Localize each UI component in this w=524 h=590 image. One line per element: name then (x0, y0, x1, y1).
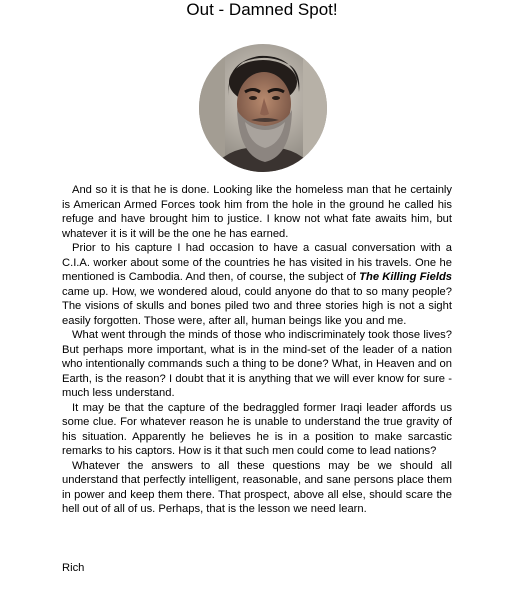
portrait-photo (199, 44, 327, 172)
paragraph-4: It may be that the capture of the bedraggled former Iraqi leader affords us some clue. For whatever reason he is unable to understand the true gravity of his situation. Apparently he believes he is in a position to make sarcastic remarks to his captors. How is it that such men could come to lead nations? (62, 401, 452, 457)
paragraph-5: Whatever the answers to all these questions may be we should all understand that perfectly intelligent, reasonable, and sane persons place them in power and keep them there. That prospect, above all else, should scare the hell out of all of us. Perhaps, that is the lesson we need learn. (62, 459, 452, 515)
article-body (62, 183, 452, 517)
paragraph-2-text-b: came up. How, we wondered aloud, could anyone do that to so many people? The visions of skulls and bones piled two and three stories high is not a sight easily forgotten. Those were, after all, human beings like you and me. (62, 285, 452, 327)
paragraph-1: And so it is that he is done. Looking like the homeless man that he certainly is American Armed Forces took him from the hole in the ground he called his refuge and have brought him to justice. I know not what fate awaits him, but whatever it is it will be the one he has earned. (62, 184, 452, 240)
paragraph-2-emphasis: The Killing Fields (359, 271, 452, 283)
portrait-image (199, 44, 327, 172)
paragraph-3: What went through the minds of those who indiscriminately took those lives? But perhaps more important, what is in the mind-set of the leader of a nation who intentionally commands such a thing to be done? What, in Heaven and on Earth, is the reason? I doubt that it is anything that we will ever know for sure - much less understand. (62, 329, 452, 399)
page-title: Out - Damned Spot! (186, 0, 338, 19)
paragraph-2 (62, 241, 452, 328)
paragraph-2-text-a: Prior to his capture I had occasion to have a casual conversation with a C.I.A. worker about some of the countries he has visited in his travels. One he mentioned is Cambodia. And then, of course, the subject of (62, 242, 452, 283)
author-signature: Rich (62, 562, 85, 574)
